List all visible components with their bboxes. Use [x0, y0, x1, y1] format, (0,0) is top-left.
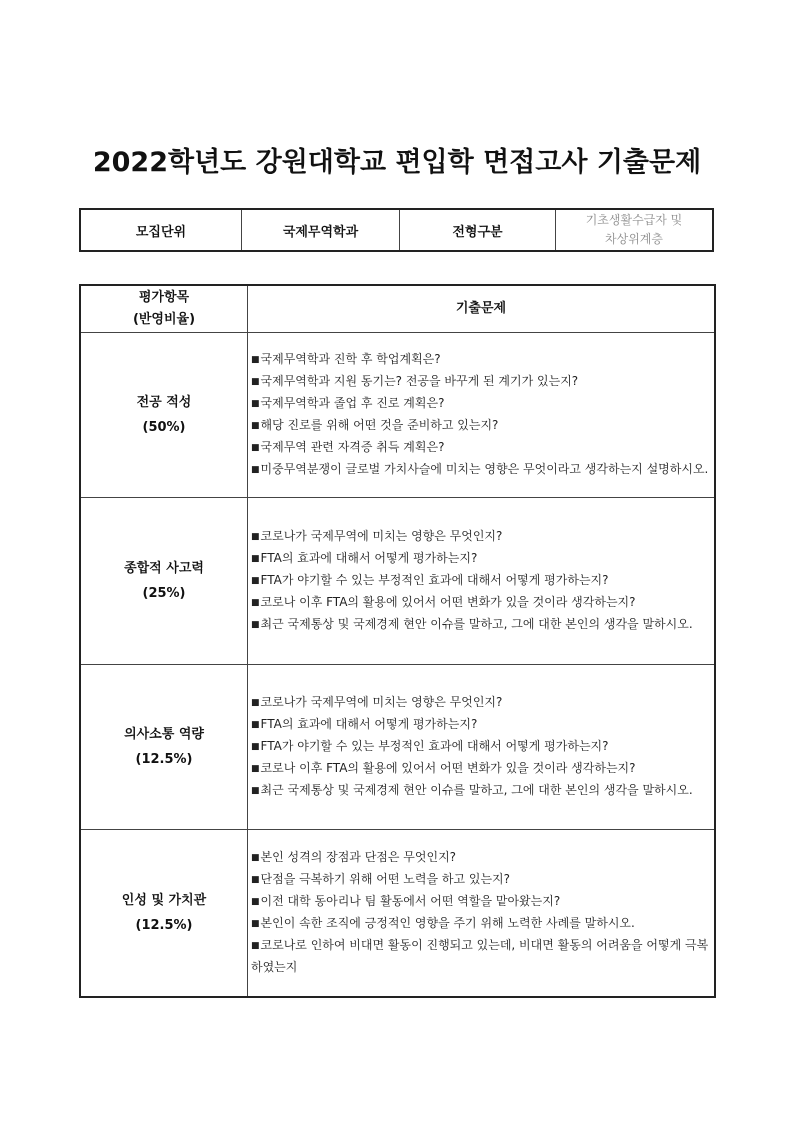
bullet-icon: ■ — [251, 720, 260, 730]
bullet-icon: ■ — [251, 532, 260, 542]
question-list — [251, 692, 712, 802]
list-item — [251, 415, 712, 437]
list-item — [251, 891, 712, 913]
header-category-line1: 평가항목 — [138, 290, 190, 305]
list-item — [251, 714, 712, 736]
question-text: 코로나 이후 FTA의 활용에 있어서 어떤 변화가 있을 것이라 생각하는지? — [260, 595, 636, 609]
unit-value: 국제무역학과 — [242, 209, 400, 251]
question-text: FTA가 야기할 수 있는 부정적인 효과에 대해서 어떻게 평가하는지? — [260, 739, 609, 753]
header-category-line2: (반영비율) — [132, 312, 196, 327]
info-table — [79, 208, 714, 252]
bullet-icon: ■ — [251, 576, 260, 586]
header-questions: 기출문제 — [248, 285, 716, 333]
questions-table — [79, 284, 716, 998]
page-title: 2022학년도 강원대학교 편입학 면접고사 기출문제 — [92, 147, 702, 178]
questions-cell — [248, 333, 716, 498]
question-text: 최근 국제통상 및 국제경제 현안 이슈를 말하고, 그에 대한 본인의 생각을 말하시오. — [260, 617, 693, 631]
question-text: 본인이 속한 조직에 긍정적인 영향을 주기 위해 노력한 사례를 말하시오. — [260, 916, 635, 931]
table-row — [80, 333, 715, 498]
type-value — [556, 209, 714, 251]
table-row — [80, 665, 715, 830]
bullet-icon: ■ — [251, 399, 260, 409]
bullet-icon: ■ — [251, 421, 260, 431]
bullet-icon: ■ — [251, 941, 260, 952]
question-list — [251, 349, 712, 481]
bullet-icon: ■ — [251, 377, 260, 387]
questions-cell — [248, 665, 716, 830]
list-item — [251, 570, 712, 592]
list-item — [251, 526, 712, 548]
bullet-icon: ■ — [251, 554, 260, 564]
list-item — [251, 869, 712, 891]
bullet-icon: ■ — [251, 897, 260, 908]
question-list — [251, 526, 712, 636]
category-percent: (12.5%) — [135, 917, 193, 933]
question-text: 미중무역분쟁이 글로벌 가치사슬에 미치는 영향은 무엇이라고 생각하는지 설명하시오. — [260, 462, 709, 476]
header-category — [80, 285, 248, 333]
question-text: 코로나가 국제무역에 미치는 영향은 무엇인지? — [260, 695, 503, 709]
question-text: 본인 성격의 장점과 단점은 무엇인지? — [260, 850, 457, 865]
type-value-line1: 기초생활수급자 및 — [585, 213, 683, 227]
category-cell — [80, 498, 248, 665]
bullet-icon: ■ — [251, 443, 260, 453]
table-row — [80, 498, 715, 665]
type-label: 전형구분 — [400, 209, 556, 251]
list-item — [251, 437, 712, 459]
question-text: 국제무역학과 진학 후 학업계획은? — [260, 352, 441, 366]
list-item — [251, 847, 712, 869]
category-name: 인성 및 가치관 — [121, 892, 207, 908]
bullet-icon: ■ — [251, 919, 260, 930]
bullet-icon: ■ — [251, 355, 260, 365]
category-percent: (25%) — [142, 586, 186, 601]
bullet-icon: ■ — [251, 742, 260, 752]
bullet-icon: ■ — [251, 786, 260, 796]
bullet-icon: ■ — [251, 764, 260, 774]
question-text: FTA의 효과에 대해서 어떻게 평가하는지? — [260, 551, 478, 565]
list-item — [251, 780, 712, 802]
bullet-icon: ■ — [251, 853, 260, 864]
category-name: 종합적 사고력 — [124, 561, 204, 576]
unit-label: 모집단위 — [80, 209, 242, 251]
question-text: 이전 대학 동아리나 팀 활동에서 어떤 역할을 맡아왔는지? — [260, 894, 561, 909]
bullet-icon: ■ — [251, 698, 260, 708]
questions-cell — [248, 830, 716, 997]
list-item — [251, 758, 712, 780]
question-text: 국제무역학과 졸업 후 진로 계획은? — [260, 396, 445, 410]
question-text: 코로나 이후 FTA의 활용에 있어서 어떤 변화가 있을 것이라 생각하는지? — [260, 761, 636, 775]
question-text: 단점을 극복하기 위해 어떤 노력을 하고 있는지? — [260, 872, 511, 887]
category-name: 의사소통 역량 — [124, 727, 204, 742]
category-percent: (12.5%) — [135, 752, 193, 767]
question-list — [251, 847, 712, 978]
question-text: 코로나로 인하여 비대면 활동이 진행되고 있는데, 비대면 활동의 어려움을 어떻게 극복하였는지 — [251, 938, 709, 975]
list-item — [251, 614, 712, 636]
question-text: 최근 국제통상 및 국제경제 현안 이슈를 말하고, 그에 대한 본인의 생각을 말하시오. — [260, 783, 693, 797]
list-item — [251, 459, 712, 481]
list-item — [251, 548, 712, 570]
list-item — [251, 592, 712, 614]
list-item — [251, 692, 712, 714]
list-item — [251, 371, 712, 393]
list-item — [251, 935, 712, 978]
list-item — [251, 349, 712, 371]
category-cell — [80, 333, 248, 498]
bullet-icon: ■ — [251, 465, 260, 475]
bullet-icon: ■ — [251, 620, 260, 630]
question-text: 국제무역학과 지원 동기는? 전공을 바꾸게 된 계기가 있는지? — [260, 374, 579, 388]
questions-cell — [248, 498, 716, 665]
question-text: FTA가 야기할 수 있는 부정적인 효과에 대해서 어떻게 평가하는지? — [260, 573, 609, 587]
list-item — [251, 393, 712, 415]
bullet-icon: ■ — [251, 875, 260, 886]
category-name: 전공 적성 — [136, 395, 192, 410]
type-value-line2: 차상위계층 — [605, 232, 663, 246]
table-row — [80, 830, 715, 997]
question-text: 국제무역 관련 자격증 취득 계획은? — [260, 440, 445, 454]
list-item — [251, 913, 712, 935]
question-text: FTA의 효과에 대해서 어떻게 평가하는지? — [260, 717, 478, 731]
bullet-icon: ■ — [251, 598, 260, 608]
category-cell — [80, 830, 248, 997]
category-cell — [80, 665, 248, 830]
question-text: 해당 진로를 위해 어떤 것을 준비하고 있는지? — [260, 418, 499, 432]
list-item — [251, 736, 712, 758]
question-text: 코로나가 국제무역에 미치는 영향은 무엇인지? — [260, 529, 503, 543]
category-percent: (50%) — [142, 420, 186, 435]
table-header-row — [80, 285, 715, 333]
